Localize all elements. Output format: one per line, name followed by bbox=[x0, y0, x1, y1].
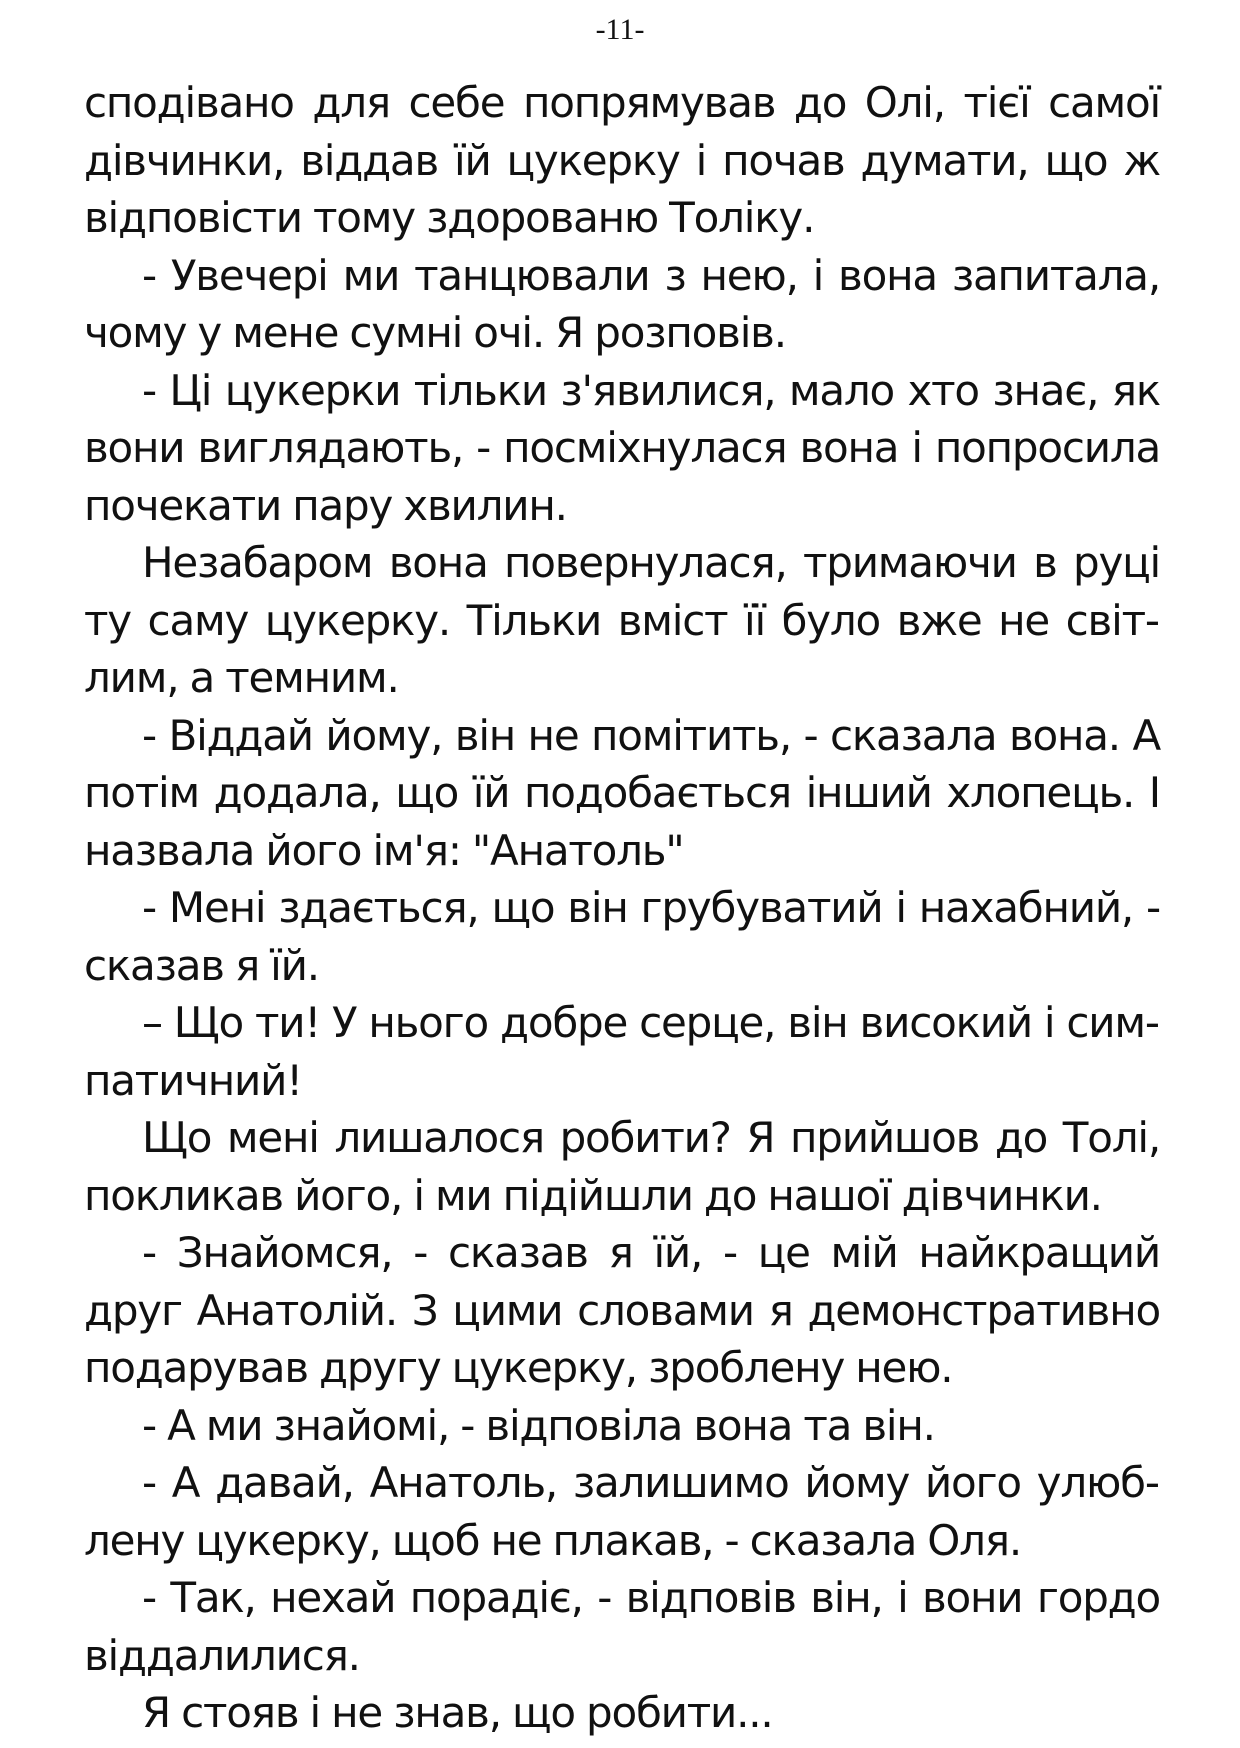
paragraph: Що мені лишалося робити? Я прийшов до Толі, покликав його, і ми підійшли до нашої дівчинки. bbox=[84, 1113, 1160, 1220]
paragraph: - Так, нехай порадіє, - відповів він, і вони гордо віддалилися. bbox=[84, 1573, 1160, 1680]
paragraph: - Знайомся, - сказав я їй, - це мій найкращий друг Анатолій. З цими словами я демонстративно подарував другу цукерку, зроблену нею. bbox=[84, 1228, 1160, 1392]
paragraph: - Мені здається, що він грубуватий і нахабний, - сказав я їй. bbox=[84, 883, 1160, 990]
page-number: -11- bbox=[595, 13, 645, 46]
paragraph: - Віддай йому, він не помітить, - сказала вона. А потім додала, що їй подобається інший хлопець. І назвала його ім'я: "Анатоль" bbox=[84, 710, 1160, 875]
paragraph: сподівано для себе попрямував до Олі, тієї самої дівчинки, віддав їй цукерку і почав думати, що ж відповісти тому здорованю Толіку. bbox=[84, 78, 1160, 242]
paragraph: – Що ти! У нього добре серце, він високий і симпатичний! bbox=[84, 998, 1160, 1105]
paragraph: Незабаром вона повернулася, тримаючи в руці ту саму цукерку. Тільки вміст її було вже не світлим, а темним. bbox=[84, 538, 1160, 702]
paragraph: - А давай, Анатоль, залишимо йому його улюблену цукерку, щоб не плакав, - сказала Оля. bbox=[84, 1458, 1160, 1565]
paragraph: Я стояв і не знав, що робити... bbox=[142, 1688, 773, 1737]
paragraph: - Ці цукерки тільки з'явилися, мало хто знає, як вони виглядають, - посміхнулася вона і попросила почекати пару хвилин. bbox=[84, 365, 1160, 530]
paragraph: - А ми знайомі, - відповіла вона та він. bbox=[142, 1400, 935, 1450]
body-text bbox=[84, 74, 1160, 1742]
paragraph: - Увечері ми танцювали з нею, і вона запитала, чому у мене сумні очі. Я розповів. bbox=[84, 250, 1160, 357]
